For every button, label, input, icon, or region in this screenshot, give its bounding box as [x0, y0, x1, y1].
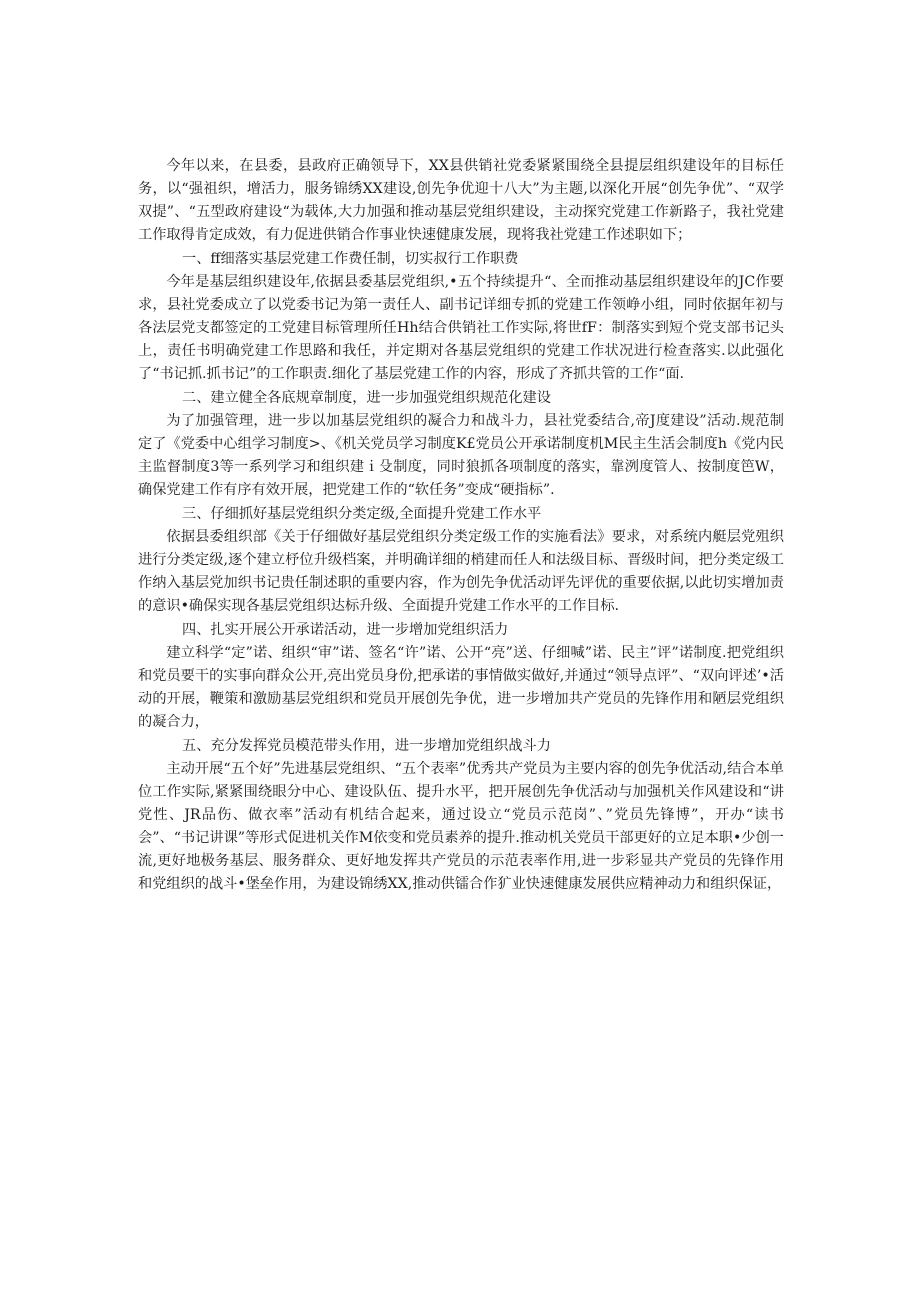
section-paragraph-4: 建立科学“定”诺、组织“审”诺、签名“许”诺、公开“亮”送、仔细喊”诺、民主”评”诺制度.把党组织和党员要干的实事向群众公开,亮出党员身份,把承诺的事情做实做好,并通过“领导点评”、“双向评述’•活动的开展，鞭策和激励基层党组织和党员开展创先争优，进一步增加共产党员的先锋作用和陋层党组织的凝合力，: [138, 645, 784, 730]
intro-paragraph: 今年以来，在县委，县政府正确领导下，XX县供销社党委紧紧围绕全县提层组织建设年的目标任务，以“强祖织，增活力，服务锦绣XX建设,创先争优迎十八大”为主题,以深化开展“创先争优”、“双学双提”、“五型政府建设“为载体,大力加强和推动基层党组织建设，主动探究党建工作新路子，我社党建工作取得肯定成效，有力促进供销合作事业快速健康发展，现将我社党建工作述职如下；: [138, 158, 784, 243]
section-paragraph-5: 主动开展“五个好”先进基层党组织、“五个表率”优秀共产党员为主要内容的创先争优活动,结合本单位工作实际,紧紧围绕眼分中心、建设队伍、提升水平，把开展创先争优活动与加强机关作风建设和“讲党性、JR品伤、做衣率”活动有机结合起来，通过设立“党员示范岗”、”党员先锋博”，开办“读书会”、“书记讲课”等形式促进机关作M依变和党员素养的提升.推动机关党员干部更好的立足本职•少创一流,更好地极务基层、服务群众、更好地发挥共产党员的示范表率作用,进一步彩显共产党员的先锋作用和党组织的战斗•堡垒作用，为建设锦绣XX,推动供镭合作犷业快速健康发展供应精神动力和组织保证，: [138, 761, 784, 892]
section-paragraph-3: 依据县委组织部《关于仔细做好基层党组织分类定级工作的实施看法》要求，对系统内艇层党殂织进行分类定级,逐个建立杼位升级档案，并明确详细的梢建而任人和法级目标、晋级时间，把分类定级工作纳入基层党加织书记贵任制述职的重要内容，作为创先争优活动评先评优的重要依据,以此切实增加责的意识•确保实现各基层党组织达标升级、全面提升党建工作水平的工作目标.: [138, 529, 784, 614]
section-heading-5: 五、充分发挥党员模范带头作用，进一步增加党组织战斗力: [182, 738, 551, 754]
section-heading-4: 四、扎实开展公开承诺活动，进一步增加党组织活力: [182, 622, 509, 638]
section-paragraph-2: 为了加强管理，进一步以加基层党组织的凝合力和战斗力，县社党委结合,帝J度建设”活动.规范制定了《党委中心组学习制度>、《机关党员学习制度K£党员公开承诺制度机M民主生活会制度h《党内民主监督制度3等一系列学习和组织建ｉ殳制度，同时狼抓各项制度的落实，靠洌度管人、按制度笆W，确保党建工作有序有效开展，把党建工作的“软任务”变成“硬指标”.: [138, 413, 784, 498]
section-paragraph-1: 今年是基层组织建设年,依据县委基层党组织,•五个持续提升“、全而推动基层组织建设年的JC作要求，县社党委成立了以党委书记为第一责任人、副书记详细专抓的党建工作领峥小组，同时依据年初与各法层党支都签定的工党建目标管理所任Hh结合供销社工作实际,将世fF：制落实到短个党支部书记头上，责任书明确党建工作思路和我任，并定期对各基层党组织的党建工作状况进行检查落实.以此强化了“书记抓.抓书记”的工作职责.细化了基层党建工作的内容，形成了齐抓共管的工作“面.: [138, 274, 784, 382]
section-heading-2: 二、建立健全各底规章制度，进一步加强党组织规范化建设: [182, 390, 551, 406]
section-heading-1: 一、ff细落实基层党建工作费任制，切实叔行工作职费: [182, 251, 519, 267]
document-body: [138, 155, 784, 896]
section-heading-3: 三、仔细抓好基层党组织分类定级,全面提升党建工作水平: [182, 506, 542, 522]
